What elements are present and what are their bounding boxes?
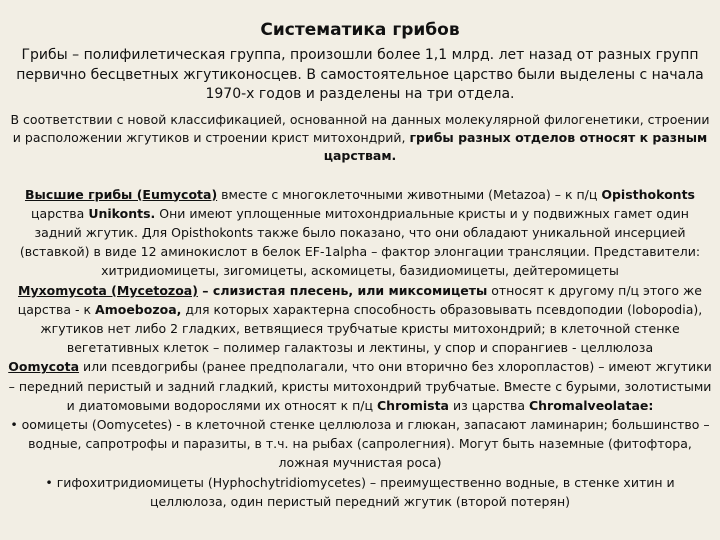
classification-paragraph [6,111,714,165]
amoebozoa-term: Amoebozoa, [95,301,182,317]
oomycota-text-2: из царства [449,397,529,413]
unikonts-term: Unikonts. [88,205,156,221]
opisthokonts-term: Opisthokonts [601,186,695,202]
body-text [6,185,714,511]
classification-text: В соответствии с новой классификацией, основанной на данных молекулярной филогенетики, строении и расположении жгутиков и строении крист митохондрий, [10,111,710,145]
oomycota-text-1: или псевдогрибы (ранее предполагали, что они вторично без хлоропластов) – имеют жгутики – передний перистый и задний гладкий, кристы митохондрий трубчатые. Вместе с бурыми, золотистыми и диатомовыми водорослями их относят к п/ц [8,359,712,413]
intro-paragraph: Грибы – полифилетическая группа, произошли более 1,1 млрд. лет назад от разных групп первично бесцветных жгутиконосцев. В самостоятельное царство были выделены с начала 1970-х годов и разделены на три отдела. [16,47,704,102]
myxomycota-text-1: относят к другому п/ц этого же царства - к [17,282,702,317]
eumycota-text-3: Они имеют уплощенные митохондриальные кристы и у подвижных гамет один задний жгутик. Для Opisthokonts также было показано, что они обладают уникальной инсерцией (вставкой) в виде 12 аминокислот в белок EF-1alpha – фактор элонгации трансляции. Представители: хитридиомицеты, зигомицеты, аскомицеты, базидиомицеты, дейтеромицеты [19,205,701,279]
oomycota-term: Oomycota [8,359,80,375]
bullet-hyphochytridiomycetes: • гифохитридиомицеты (Hyphochytridiomycetes) – преимущественно водные, в стенке хитин и целлюлоза, один перистый передний жгутик (второй потерян) [45,474,675,509]
classification-bold: грибы разных отделов относят к разным царствам. [323,129,708,163]
bullet-oomycetes: • оомицеты (Oomycetes) - в клеточной стенке целлюлоза и глюкан, запасают ламинарин; большинство – водные, сапротрофы и паразиты, в т.ч. на рыбах (сапролегния). Могут быть наземные (фитофтора, ложная мучнистая роса) [10,416,710,471]
chromalveolatae-term: Chromalveolatae: [528,397,654,413]
myxomycota-text-2: для которых характерна способность образовывать псевдоподии (lobopodia), жгутиков нет либо 2 гладких, ветвящиеся трубчатые кристы митохондрий; в клеточной стенке вегетативных клеток – полимер галактозы и лектины, у спор и спорангиев - целлюлоза [40,301,703,356]
chromista-term: Chromista [377,397,449,413]
eumycota-term: Высшие грибы (Eumycota) [24,186,218,202]
myxomycota-term: Myxomycota (Mycetozoa) [18,282,198,298]
eumycota-text-1: вместе с многоклеточными животными (Metazoa) – к п/ц [217,186,602,202]
slide-title: Систематика грибов [260,20,460,40]
eumycota-text-2: царства [31,205,89,221]
myxomycota-bold: – слизистая плесень, или миксомицеты [197,282,488,298]
